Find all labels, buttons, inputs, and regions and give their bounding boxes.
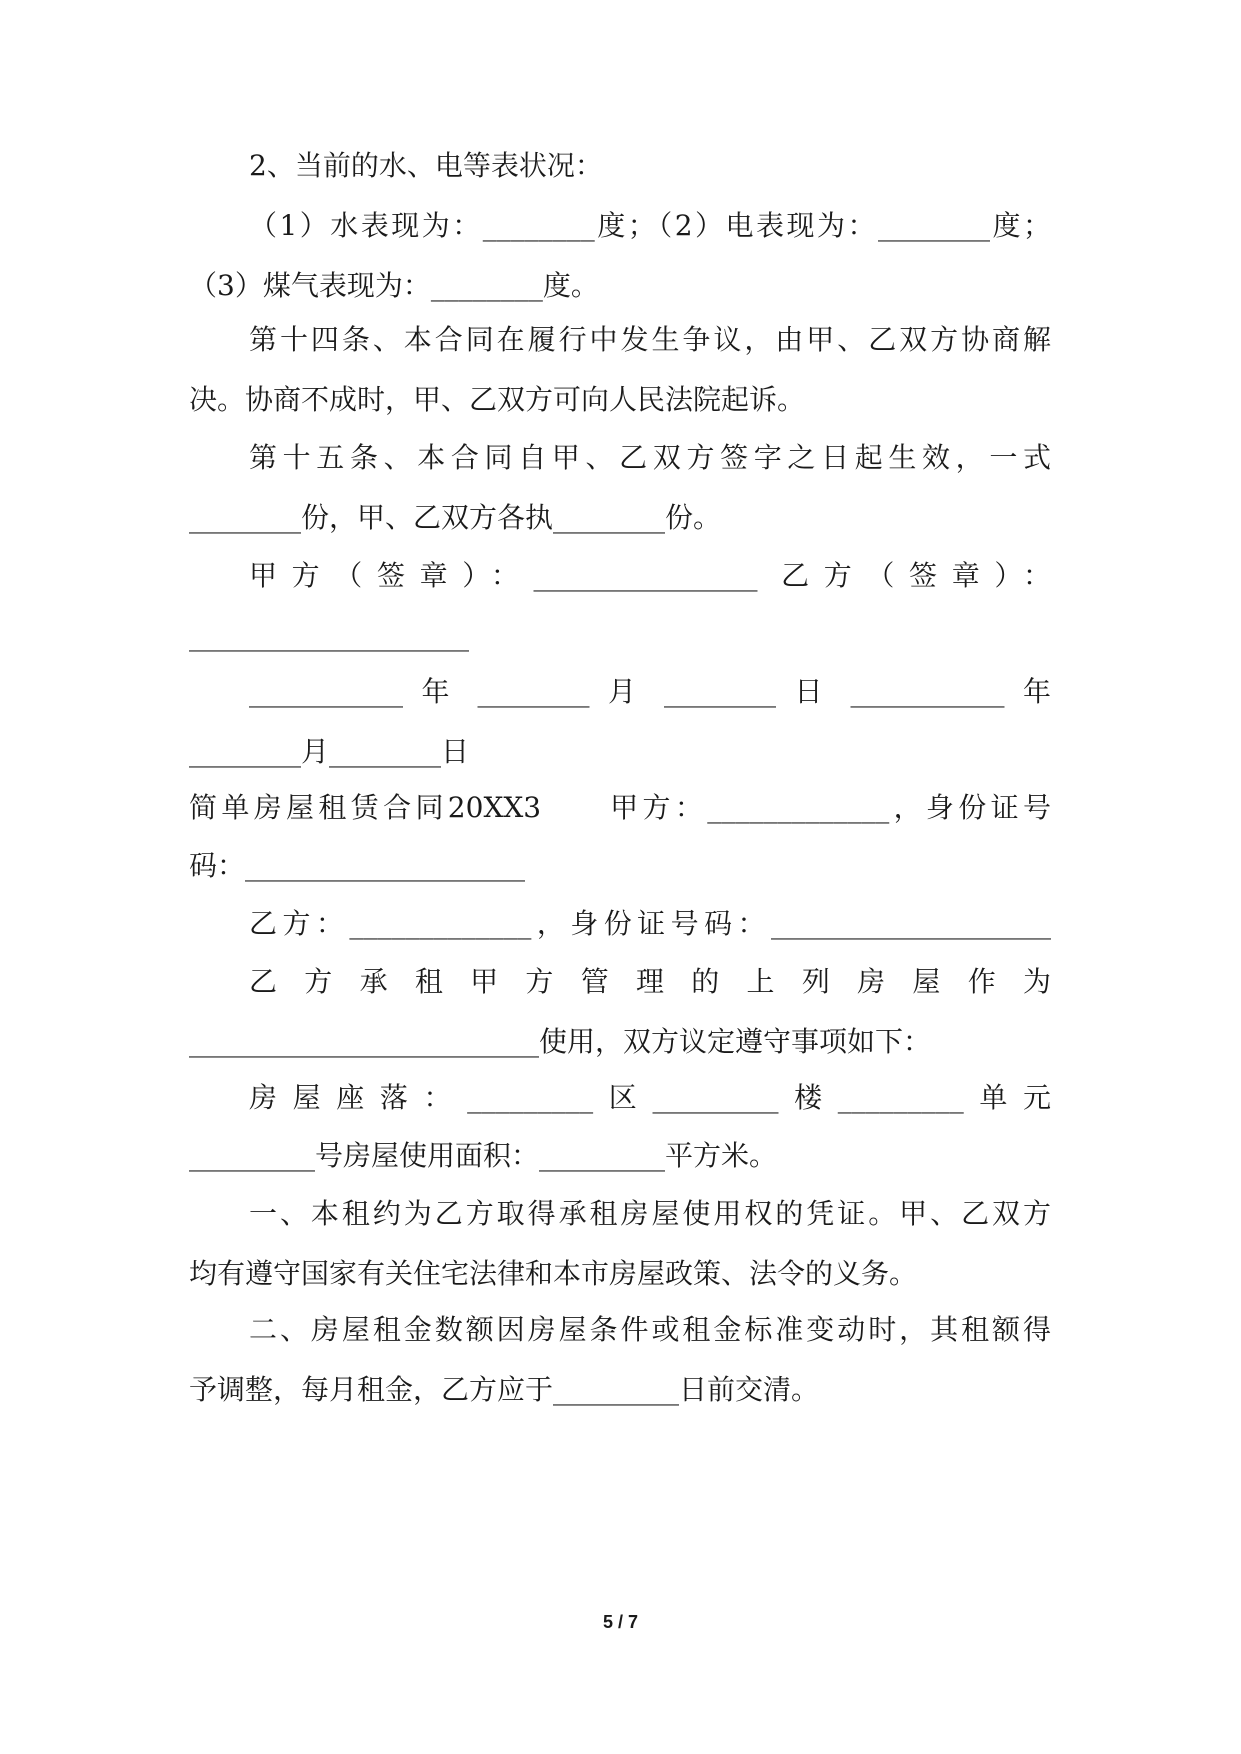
text-line: 决。协商不成时，甲、乙双方可向人民法院起诉。: [189, 383, 806, 416]
text-line: 第十四条、本合同在履行中发生争议，由甲、乙双方协商解: [249, 323, 1051, 356]
contract-title-line: 简单房屋租赁合同20XX3 甲方：_____________，身份证号: [189, 791, 1051, 824]
text-line: 乙方：_____________，身份证号码：____________________: [249, 907, 1051, 940]
signature-blank: ____________________: [189, 619, 469, 652]
date-line: ________月________日: [189, 735, 470, 768]
text-line: 房屋座落：_________区_________楼_________单元: [249, 1081, 1051, 1114]
text-line: 第十五条、本合同自甲、乙双方签字之日起生效，一式: [249, 441, 1051, 474]
text-line: （1）水表现为：________度；（2）电表现为：________度；: [249, 209, 1051, 242]
text-line: 一、本租约为乙方取得承租房屋使用权的凭证。甲、乙双方: [249, 1197, 1051, 1230]
text-line: 2、当前的水、电等表状况：: [249, 149, 603, 182]
text-line: 予调整，每月租金，乙方应于_________日前交清。: [189, 1373, 820, 1406]
text-line: _________号房屋使用面积：_________平方米。: [189, 1139, 778, 1172]
text-line: _________________________使用，双方议定遵守事项如下：: [189, 1025, 932, 1058]
text-line: （3）煤气表现为：________度。: [189, 269, 599, 302]
text-line: 二、房屋租金数额因房屋条件或租金标准变动时，其租额得: [249, 1313, 1051, 1346]
text-line: 码：____________________: [189, 849, 526, 882]
date-line: ___________ 年 ________ 月 ________ 日 ___________ 年: [249, 675, 1051, 708]
signature-line: 甲方（签章）：________________ 乙方（签章）：: [249, 559, 1051, 592]
text-line: 乙方承租甲方管理的上列房屋作为: [249, 965, 1051, 998]
page-number: 5 / 7: [602, 1612, 639, 1632]
text-line: 均有遵守国家有关住宅法律和本市房屋政策、法令的义务。: [189, 1257, 918, 1290]
text-line: ________份，甲、乙双方各执________份。: [189, 501, 722, 534]
